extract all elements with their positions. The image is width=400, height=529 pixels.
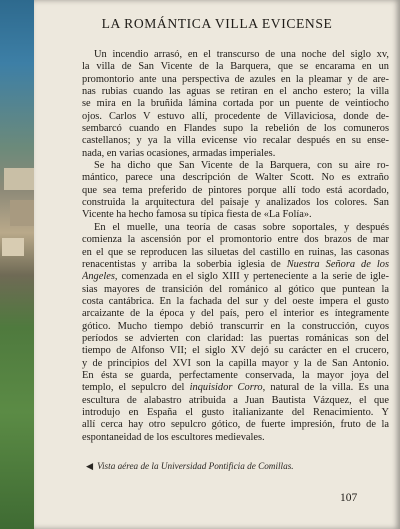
- text-line: templo, el sepulcro del inquisidor Corro, natural de la villa. Es una: [82, 382, 389, 394]
- text-line: y de principios del XVI son la capilla mayor y la de San Antonio.: [82, 357, 389, 369]
- text-line: la villa de San Vicente de la Barquera, que se encarama en un: [82, 61, 389, 73]
- chapter-title: LA ROMÁNTICA VILLA EVICENSE: [101, 16, 333, 31]
- text-line: castellanos; y ya la villa evicense vio recalar después en su ense-: [82, 135, 389, 147]
- text-line: Un incendio arrasó, en el transcurso de una noche del siglo xv,: [94, 49, 389, 60]
- text-line: en el que se reproducen las siluetas del castillo en ruinas, las casonas: [82, 246, 389, 258]
- text-line: nas rubias cuando las aguas se retiran en el ancho estero; la villa: [82, 86, 389, 98]
- body-text: [82, 49, 389, 444]
- text-line: espontaneidad de los escultores medievales.: [82, 431, 265, 443]
- text-line: gótico. Mucho tiempo debió transcurrir en la construcción, cuyos: [82, 320, 389, 332]
- text-line: mántico, parece una descripción de Walter Scott. No es extraño: [82, 172, 389, 184]
- text-line: renacentistas y arriba la soberbia iglesia de Nuestra Señora de los: [82, 258, 389, 270]
- text-line: se mira en la bruñida lámina cortada por un puente de veintiocho: [82, 98, 389, 110]
- page-number: 107: [340, 492, 358, 504]
- text-line: promontorio ante una perspectiva de azules en la pleamar y de are-: [82, 73, 389, 85]
- photo-building: [4, 168, 34, 190]
- photo-caption: [86, 461, 294, 472]
- text-line: En el muelle, una teoría de casas sobre soportales, y después: [94, 221, 389, 233]
- text-line: comienza la ascensión por el promontorio entre dos brazos de mar: [82, 234, 389, 246]
- text-line: nada, en varias ocasiones, armadas imperiales.: [82, 147, 276, 159]
- text-line: construida la arquitectura del paisaje y analizados los colores. San: [82, 197, 389, 209]
- text-line: tiempo de Alfonso VII; el siglo XV dejó su carácter en el crucero,: [82, 345, 389, 357]
- text-line: introdujo en España el gusto italianizante del Renacimiento. Y: [82, 406, 389, 418]
- text-line: Vicente ha hecho famosa su típica fiesta de «La Folía».: [82, 209, 312, 221]
- text-line: Se ha dicho que San Vicente de la Barquera, con su aire ro-: [94, 160, 389, 172]
- photo-building: [2, 238, 24, 256]
- text-line: períodos se advierten con claridad: las puertas románicas son del: [82, 332, 389, 344]
- text-line: arcaizante de la época y del país, pero el interior es íntegramente: [82, 308, 389, 320]
- text-line: allí cerca hay otro sepulcro gótico, de fuerte impresión, fruto de la: [82, 419, 389, 431]
- text-line: En ésta se guarda, perfectamente conservada, la mayor joya del: [82, 369, 389, 381]
- caption-text: Vista aérea de la Universidad Pontificia de Comillas.: [97, 461, 294, 471]
- text-line: costa cantábrica. En la fachada del sur y del oeste impera el gusto: [82, 295, 389, 307]
- caption-pointer-icon: ◀: [86, 461, 94, 471]
- text-line: que sea tema preferido de pintores porque allí todo está acordado,: [82, 184, 389, 196]
- text-line: sias mayores de transición del románico al gótico que puntean la: [82, 283, 389, 295]
- text-line: Ángeles, comenzada en el siglo XIII y perteneciente a la serie de igle-: [82, 271, 389, 283]
- text-line: sembarcó cuando en Flandes supo la rebelión de los comuneros: [82, 123, 389, 135]
- text-line: escultura de alabastro atribuida a Juan Bautista Vázquez, el que: [82, 394, 389, 406]
- text-line: ojos. Carlos V estuvo allí, procedente de Villaviciosa, donde de-: [82, 110, 389, 122]
- book-page: [34, 0, 400, 529]
